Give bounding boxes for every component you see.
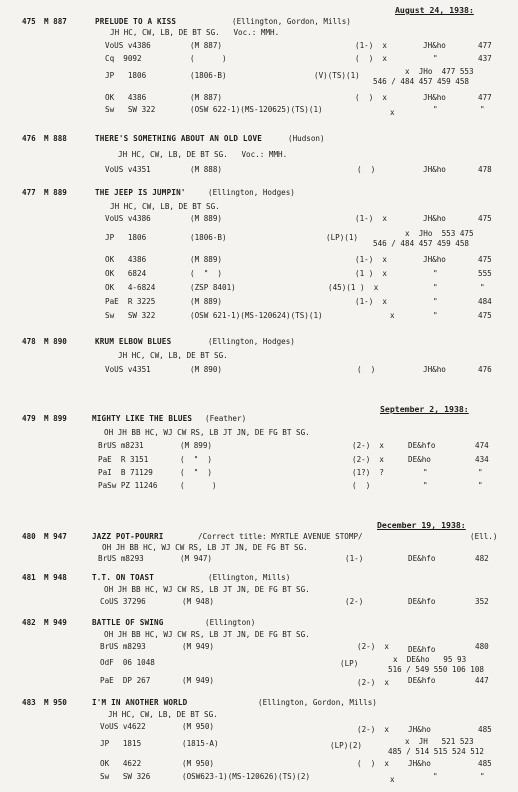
composers: (Ellington, Hodges) — [208, 188, 295, 197]
matrix: (M 887) — [190, 93, 223, 102]
soloist: " — [433, 269, 438, 278]
matrix: (M 948) — [182, 597, 215, 606]
soloist: JH&ho — [408, 759, 431, 768]
soloist: DE&hfo — [408, 597, 436, 606]
personnel: JH HC, CW, LB, DE BT SG. Voc.: MMH. — [118, 150, 288, 159]
matrix: (M 949) — [182, 642, 215, 651]
matrix: ( " ) — [180, 455, 213, 464]
page-ref: " — [478, 468, 483, 477]
label-number: VoUS v4351 — [105, 165, 151, 174]
format: x — [390, 311, 395, 320]
correct-title: /Correct title: MYRTLE AVENUE STOMP/ — [198, 532, 363, 541]
format: (1?) ? — [352, 468, 385, 477]
session-number: 479 — [22, 414, 36, 423]
format: ( ) — [357, 165, 376, 174]
format: (2-) x — [352, 455, 385, 464]
page-ref: 475 — [478, 255, 492, 264]
composers: (Ellington) — [205, 618, 256, 627]
format: ( ) — [352, 481, 371, 490]
matrix: (1806-B) — [190, 71, 227, 80]
song-title: MIGHTY LIKE THE BLUES — [92, 414, 193, 423]
song-title: THERE'S SOMETHING ABOUT AN OLD LOVE — [95, 134, 263, 143]
format: (2-) x — [357, 642, 390, 651]
personnel: OH JH BB HC, WJ CW RS, LB JT JN, DE FG BT SG. — [104, 585, 310, 594]
format: (2-) x — [357, 678, 390, 687]
label-number: PaE DP 267 — [100, 676, 151, 685]
page-ref: 475 — [478, 311, 492, 320]
format: (1-) x — [355, 255, 388, 264]
matrix: ( ) — [190, 54, 227, 63]
composers: (Ellington, Gordon, Mills) — [232, 17, 351, 26]
label-number: PaE R 3225 — [105, 297, 156, 306]
matrix: ( ) — [180, 481, 217, 490]
matrix-number: M 887 — [44, 17, 67, 26]
song-title: T.T. ON TOAST — [92, 573, 155, 582]
composers: (Ellington, Mills) — [208, 573, 291, 582]
composers: (Ellington, Gordon, Mills) — [258, 698, 377, 707]
label-number: JP 1815 — [100, 739, 142, 748]
matrix: (OSW 621-1)(MS-120624)(TS)(1) — [190, 311, 323, 320]
matrix-number: M 947 — [44, 532, 67, 541]
label-number: Sw SW 322 — [105, 105, 156, 114]
session-number: 476 — [22, 134, 36, 143]
session-number: 480 — [22, 532, 36, 541]
page-refs: 546 / 484 457 459 458 — [373, 77, 470, 86]
composers: (Hudson) — [288, 134, 325, 143]
format: x — [390, 108, 395, 117]
matrix-number: M 950 — [44, 698, 67, 707]
matrix: (M 899) — [180, 441, 213, 450]
label-number: Sw SW 322 — [105, 311, 156, 320]
matrix: (M 887) — [190, 41, 223, 50]
matrix-number: M 889 — [44, 188, 67, 197]
matrix: (M 947) — [180, 554, 213, 563]
soloist: JH&ho — [423, 255, 446, 264]
matrix: (1806-B) — [190, 233, 227, 242]
format: ( ) x — [355, 93, 388, 102]
soloist: " — [433, 54, 438, 63]
format: (2-) x — [352, 441, 385, 450]
soloist: DE&hfo — [408, 645, 436, 654]
page-ref: " — [480, 772, 485, 781]
song-title: KRUM ELBOW BLUES — [95, 337, 172, 346]
soloist: " — [433, 772, 438, 781]
soloist-refs: x DE&ho 95 93 — [393, 655, 467, 664]
session-number: 482 — [22, 618, 36, 627]
soloist: DE&hfo — [408, 441, 436, 450]
page-ref: 480 — [475, 642, 489, 651]
page-ref: " — [480, 283, 485, 292]
page-ref: 555 — [478, 269, 492, 278]
soloist: DE&hfo — [408, 554, 436, 563]
soloist: " — [433, 311, 438, 320]
personnel: JH HC, CW, LB, DE BT SG. — [110, 202, 220, 211]
date-header: September 2, 1938: — [380, 404, 469, 414]
soloist: DE&ho — [408, 455, 431, 464]
page-ref: 476 — [478, 365, 492, 374]
personnel: OH JH BB HC, WJ CW RS, LB JT JN, DE FG BT SG. — [104, 428, 310, 437]
label-number: Sw SW 326 — [100, 772, 151, 781]
matrix: (M 889) — [190, 255, 223, 264]
soloist-refs: x JHo 477 553 — [405, 67, 474, 76]
personnel: JH HC, CW, LB, DE BT SG. — [118, 351, 228, 360]
label-number: PaI B 71129 — [98, 468, 153, 477]
matrix: (1815-A) — [182, 739, 219, 748]
matrix: (M 890) — [190, 365, 223, 374]
label-number: BrUS m8293 — [100, 642, 146, 651]
page-ref: 437 — [478, 54, 492, 63]
page-ref: 482 — [475, 554, 489, 563]
session-number: 478 — [22, 337, 36, 346]
format: (2-) x — [357, 725, 390, 734]
session-number: 475 — [22, 17, 36, 26]
matrix-number: M 948 — [44, 573, 67, 582]
format: ( ) x — [355, 54, 388, 63]
page-ref: 485 — [478, 759, 492, 768]
date-header: August 24, 1938: — [395, 5, 474, 15]
song-title: BATTLE OF SWING — [92, 618, 164, 627]
format: (2-) — [345, 597, 364, 606]
matrix: (M 889) — [190, 214, 223, 223]
page-ref: " — [478, 481, 483, 490]
soloist-refs: x JH 521 523 — [405, 737, 474, 746]
label-number: BrUS m8293 — [98, 554, 144, 563]
soloist: JH&ho — [423, 165, 446, 174]
label-number: OdF 06 1048 — [100, 658, 155, 667]
label-number: OK 4386 — [105, 255, 147, 264]
page-ref: 352 — [475, 597, 489, 606]
page-ref: 477 — [478, 41, 492, 50]
matrix-number: M 949 — [44, 618, 67, 627]
format: x — [390, 775, 395, 784]
matrix: ( " ) — [180, 468, 213, 477]
composers: (Ellington, Hodges) — [208, 337, 295, 346]
soloist: JH&ho — [423, 41, 446, 50]
song-title: JAZZ POT-POURRI — [92, 532, 164, 541]
soloist: " — [433, 105, 438, 114]
song-title: PRELUDE TO A KISS — [95, 17, 177, 26]
date-header: December 19, 1938: — [377, 520, 466, 530]
personnel: JH HC, CW, LB, DE BT SG. Voc.: MMH. — [110, 28, 280, 37]
format: ( ) x — [357, 759, 390, 768]
soloist-refs: x JHo 553 475 — [405, 229, 474, 238]
format: (V)(TS)(1) — [314, 71, 360, 80]
format: (1 ) x — [355, 269, 388, 278]
composers: (Ell.) — [470, 532, 498, 541]
matrix-number: M 888 — [44, 134, 67, 143]
page-ref: 484 — [478, 297, 492, 306]
matrix: (M 949) — [182, 676, 215, 685]
page-ref: 475 — [478, 214, 492, 223]
label-number: JP 1806 — [105, 71, 147, 80]
personnel: JH HC, CW, LB, DE BT SG. — [108, 710, 218, 719]
label-number: OK 6824 — [105, 269, 147, 278]
matrix: (M 888) — [190, 165, 223, 174]
label-number: OK 4386 — [105, 93, 147, 102]
song-title: THE JEEP IS JUMPIN' — [95, 188, 186, 197]
format: (LP)(2) — [330, 741, 363, 750]
format: (LP)(1) — [326, 233, 359, 242]
label-number: OK 4-6824 — [105, 283, 156, 292]
page-ref: 477 — [478, 93, 492, 102]
matrix-number: M 890 — [44, 337, 67, 346]
format: (45)(1 ) x — [328, 283, 379, 292]
page-ref: 447 — [475, 676, 489, 685]
composers: (Feather) — [205, 414, 247, 423]
label-number: OK 4622 — [100, 759, 142, 768]
matrix: (M 950) — [182, 722, 215, 731]
format: ( ) — [357, 365, 376, 374]
soloist: " — [423, 481, 428, 490]
label-number: PaSw PZ 11246 — [98, 481, 158, 490]
matrix: (OSW623-1)(MS-120626)(TS)(2) — [182, 772, 311, 781]
page-refs: 485 / 514 515 524 512 — [388, 747, 485, 756]
matrix: ( " ) — [190, 269, 223, 278]
label-number: CoUS 37296 — [100, 597, 146, 606]
soloist: JH&ho — [408, 725, 431, 734]
soloist: DE&hfo — [408, 676, 436, 685]
matrix: (M 889) — [190, 297, 223, 306]
page-ref: 478 — [478, 165, 492, 174]
page-ref: 434 — [475, 455, 489, 464]
format: (1-) x — [355, 297, 388, 306]
label-number: VoUS v4351 — [105, 365, 151, 374]
soloist: " — [433, 283, 438, 292]
page-refs: 546 / 484 457 459 458 — [373, 239, 470, 248]
session-number: 477 — [22, 188, 36, 197]
label-number: PaE R 3151 — [98, 455, 149, 464]
format: (1-) x — [355, 41, 388, 50]
label-number: BrUS m8231 — [98, 441, 144, 450]
label-number: VoUS v4622 — [100, 722, 146, 731]
session-number: 481 — [22, 573, 36, 582]
label-number: JP 1806 — [105, 233, 147, 242]
format: (1-) x — [355, 214, 388, 223]
soloist: " — [423, 468, 428, 477]
page-ref: 485 — [478, 725, 492, 734]
format: (1-) — [345, 554, 364, 563]
personnel: OH JH BB HC, WJ CW RS, LB JT JN, DE FG BT SG. — [102, 543, 308, 552]
personnel: OH JH BB HC, WJ CW RS, LB JT JN, DE FG BT SG. — [104, 630, 310, 639]
page-ref: " — [480, 105, 485, 114]
session-number: 483 — [22, 698, 36, 707]
soloist: JH&ho — [423, 365, 446, 374]
matrix: (ZSP 8401) — [190, 283, 236, 292]
soloist: JH&ho — [423, 93, 446, 102]
matrix: (M 950) — [182, 759, 215, 768]
format: (LP) — [340, 659, 359, 668]
song-title: I'M IN ANOTHER WORLD — [92, 698, 188, 707]
matrix: (OSW 622-1)(MS-120625)(TS)(1) — [190, 105, 323, 114]
page-refs: 516 / 549 550 106 108 — [388, 665, 485, 674]
soloist: JH&ho — [423, 214, 446, 223]
soloist: " — [433, 297, 438, 306]
page-ref: 474 — [475, 441, 489, 450]
label-number: Cq 9092 — [105, 54, 142, 63]
label-number: VoUS v4386 — [105, 41, 151, 50]
matrix-number: M 899 — [44, 414, 67, 423]
label-number: VoUS v4386 — [105, 214, 151, 223]
